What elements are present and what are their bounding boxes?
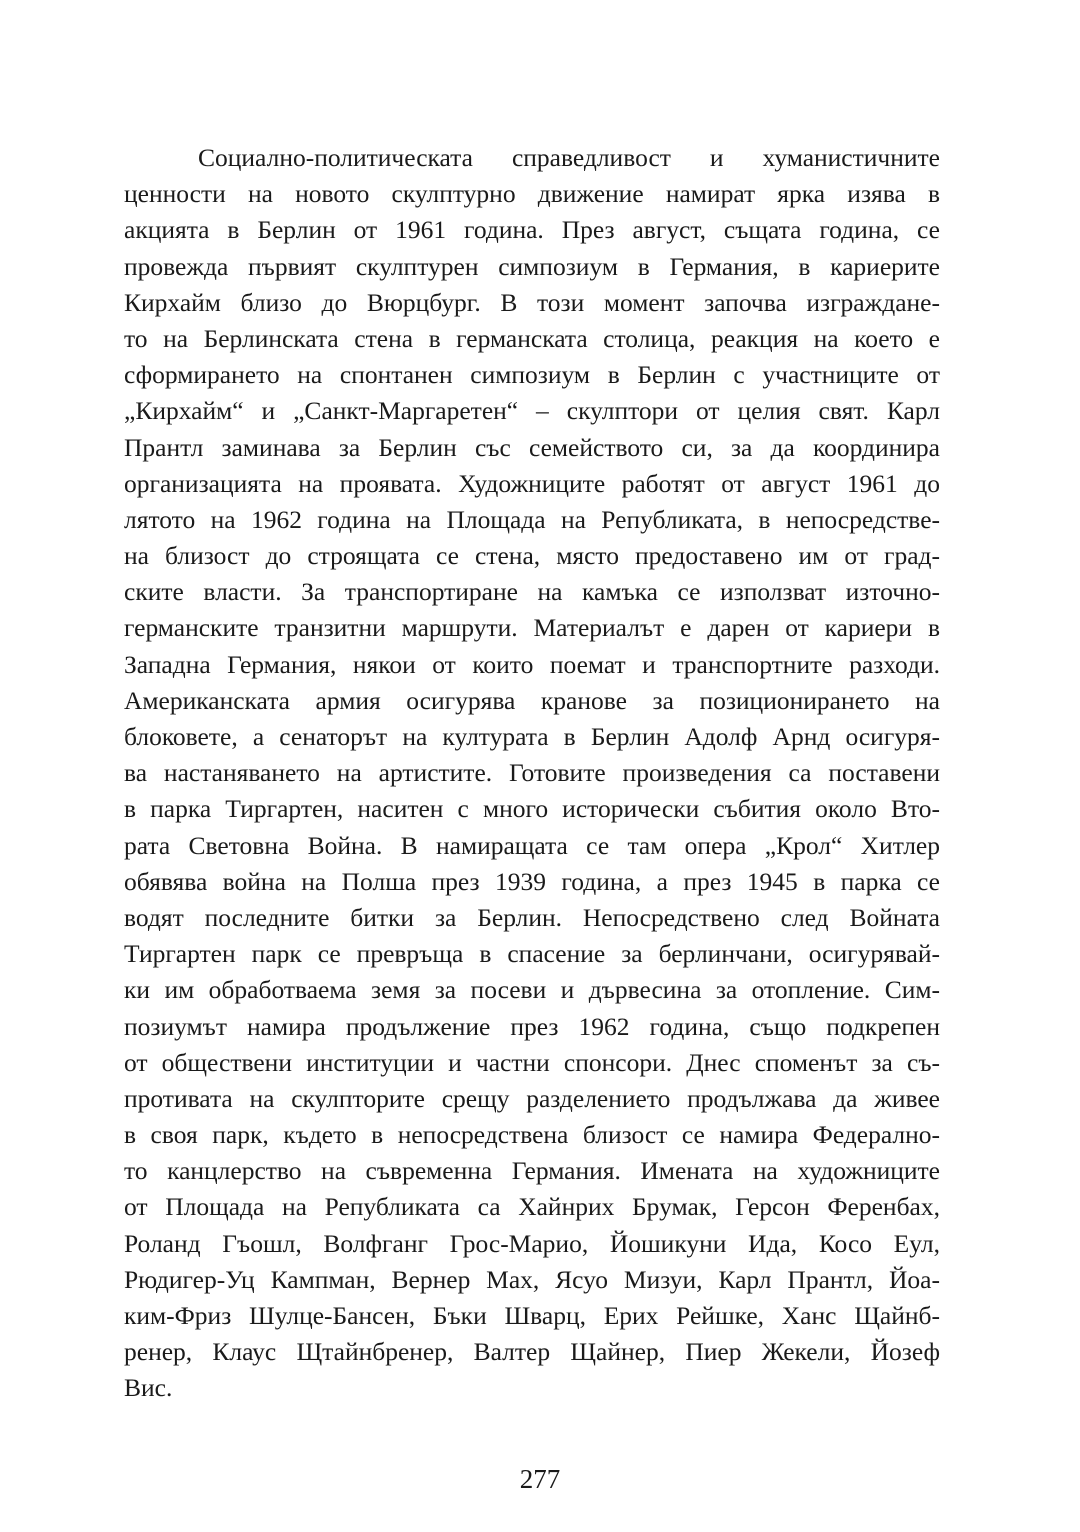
paragraph-line: водят последните битки за Берлин. Непосредствено след Войната — [124, 902, 940, 932]
paragraph-line: ва настаняването на артистите. Готовите произведения са поставени — [124, 758, 940, 788]
page-number: 277 — [519, 1464, 561, 1494]
paragraph-line: ценности на новото скулптурно движение намират ярка изява в — [124, 179, 940, 209]
paragraph-line: Прантл заминава за Берлин със семейството си, за да координира — [124, 432, 940, 462]
paragraph-line: лятото на 1962 година на Площада на Републиката, в непосредстве- — [124, 504, 940, 534]
paragraph-line: рата Световна Война. В намиращата се там опера „Крол“ Хитлер — [124, 830, 940, 860]
paragraph-line: противата на скулпторите срещу разделението продължава да живее — [124, 1083, 940, 1113]
paragraph-line: „Кирхайм“ и „Санкт-Маргаретен“ – скулптори от целия свят. Карл — [124, 396, 940, 426]
paragraph-line: Социално-политическата справедливост и хуманистичните — [198, 143, 940, 172]
paragraph-line: Рюдигер-Уц Кампман, Вернер Мах, Ясуо Мизуи, Карл Прантл, Йоа- — [124, 1264, 940, 1294]
paragraph-line: позиумът намира продължение през 1962 година, също подкрепен — [124, 1011, 940, 1041]
paragraph-line: то канцлерство на съвременна Германия. Имената на художниците — [124, 1156, 940, 1186]
paragraph-line: на близост до строящата се стена, място предоставено им от град- — [124, 541, 940, 571]
paragraph-line: блоковете, а сенаторът на културата в Берлин Адолф Арнд осигуря- — [124, 722, 940, 751]
paragraph-line: Кирхайм близо до Вюрцбург. В този момент започва изграждане- — [124, 287, 940, 317]
paragraph-line: от Площада на Републиката са Хайнрих Брумак, Герсон Ференбах, — [124, 1192, 940, 1222]
paragraph-line: Американската армия осигурява кранове за позиционирането на — [124, 685, 940, 715]
paragraph-line: провежда първият скулптурен симпозиум в Германия, в кариерите — [124, 251, 940, 281]
paragraph-line: Западна Германия, някои от които поемат и транспортните разходи. — [124, 649, 940, 679]
paragraph-line: Вис. — [124, 1373, 173, 1403]
paragraph-line: германските транзитни маршрути. Материалът е дарен от кариери в — [124, 613, 940, 643]
paragraph-line: обявява война на Полша през 1939 година, а през 1945 в парка се — [124, 866, 940, 896]
paragraph-line: сформирането на спонтанен симпозиум в Берлин с участниците от — [124, 360, 940, 390]
paragraph-line: ренер, Клаус Щтайнбренер, Валтер Щайнер, Пиер Жекели, Йозеф — [124, 1337, 940, 1367]
paragraph-line: ки им обработваема земя за посеви и дървесина за отопление. Сим- — [124, 975, 940, 1005]
paragraph-line: Тиргартен парк се превръща в спасение за берлинчани, осигурявай- — [124, 939, 940, 969]
paragraph-line: то на Берлинската стена в германската столица, реакция на което е — [124, 323, 940, 353]
paragraph-line: ските власти. За транспортиране на камъка се използват източно- — [124, 577, 940, 607]
paragraph-line: в парка Тиргартен, наситен с много исторически събития около Вто- — [124, 794, 940, 824]
body-paragraph — [124, 140, 940, 1407]
paragraph-line: акцията в Берлин от 1961 година. През август, същата година, се — [124, 215, 940, 245]
paragraph-line: в своя парк, където в непосредствена близост се намира Федерално- — [124, 1120, 940, 1150]
paragraph-line: от обществени институции и частни спонсори. Днес споменът за съ- — [124, 1047, 940, 1077]
paragraph-line: ким-Фриз Шулце-Бансен, Бъки Шварц, Ерих Рейшке, Ханс Щайнб- — [124, 1301, 940, 1330]
paragraph-line: организацията на проявата. Художниците работят от август 1961 до — [124, 468, 940, 498]
paragraph-line: Роланд Гъошл, Волфганг Грос-Марио, Йошикуни Ида, Косо Еул, — [124, 1228, 940, 1258]
